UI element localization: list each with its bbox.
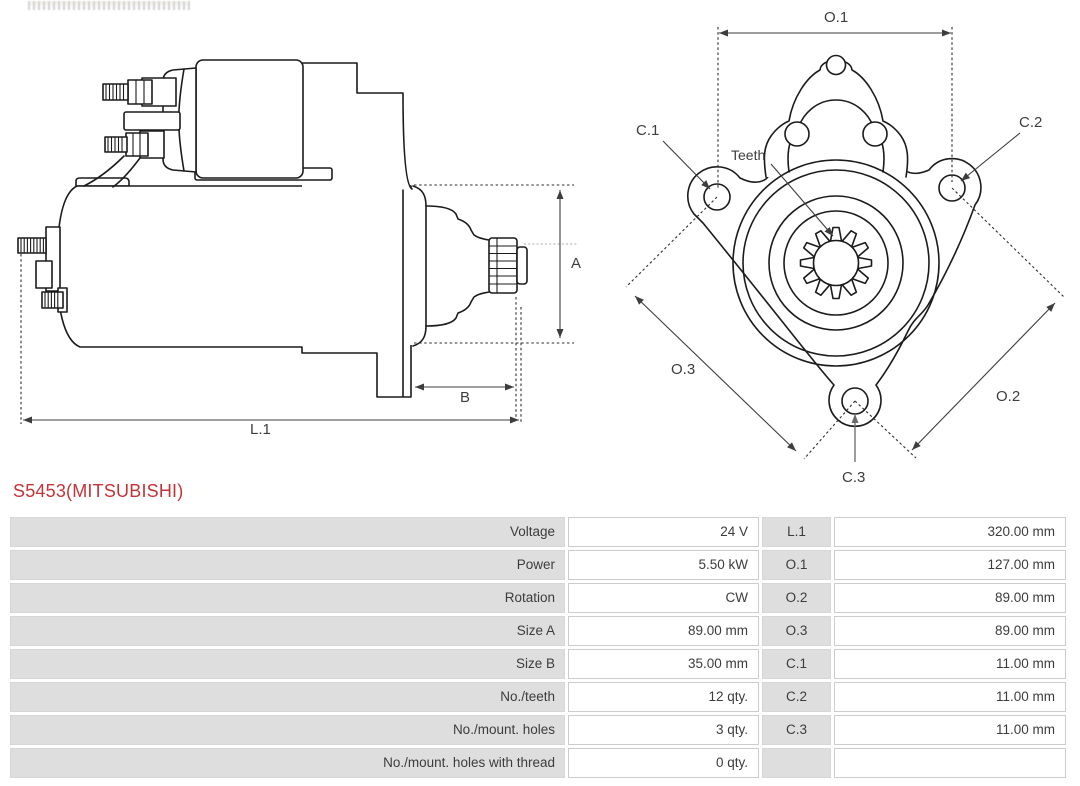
- label-c2: C.2: [1019, 114, 1043, 131]
- spec-value2: [834, 748, 1066, 778]
- dim-label-o1: O.1: [824, 9, 849, 26]
- spec-value: 12 qty.: [568, 682, 759, 712]
- solenoid-tab: [124, 112, 180, 130]
- spec-label2: O.2: [762, 583, 831, 613]
- product-code-title: S5453(MITSUBISHI): [13, 481, 184, 501]
- dim-label-l1: L.1: [250, 421, 271, 438]
- dim-label-a: A: [571, 255, 582, 272]
- spec-value: 5.50 kW: [568, 550, 759, 580]
- spec-value2: 11.00 mm: [834, 682, 1066, 712]
- spec-label: No./mount. holes with thread: [10, 748, 565, 778]
- spec-label2: C.1: [762, 649, 831, 679]
- arch-right-hole: [863, 122, 887, 146]
- spec-label2: O.1: [762, 550, 831, 580]
- arch-top-hole: [827, 56, 846, 75]
- spec-value2: 320.00 mm: [834, 517, 1066, 547]
- starter-mounting-flange-front-view: [626, 9, 1064, 486]
- label-teeth: Teeth: [731, 147, 766, 163]
- shaft-bore: [814, 241, 859, 286]
- spec-value2: 127.00 mm: [834, 550, 1066, 580]
- spec-value: 3 qty.: [568, 715, 759, 745]
- spec-label: No./teeth: [10, 682, 565, 712]
- bell-housing-rim: [413, 186, 426, 346]
- label-c3: C.3: [842, 469, 866, 486]
- spec-label: Size B: [10, 649, 565, 679]
- terminal-stud: [103, 84, 128, 100]
- starter-motor-side-view: [18, 60, 581, 438]
- spec-value2: 89.00 mm: [834, 583, 1066, 613]
- solenoid: [196, 60, 303, 178]
- dim-label-o2: O.2: [996, 388, 1021, 405]
- rear-block: [36, 261, 52, 288]
- spec-label2: [762, 748, 831, 778]
- dim-label-b: B: [460, 389, 471, 406]
- nose-cone-top: [426, 206, 489, 240]
- arch-left-hole: [785, 122, 809, 146]
- spec-value: 35.00 mm: [568, 649, 759, 679]
- dim-label-o3: O.3: [671, 361, 696, 378]
- spec-value: 89.00 mm: [568, 616, 759, 646]
- spec-label2: C.3: [762, 715, 831, 745]
- spec-label: Size A: [10, 616, 565, 646]
- spec-label2: C.2: [762, 682, 831, 712]
- spec-label2: O.3: [762, 616, 831, 646]
- spec-label: Rotation: [10, 583, 565, 613]
- spec-table: [10, 517, 1066, 778]
- spec-value: CW: [568, 583, 759, 613]
- spec-value2: 11.00 mm: [834, 715, 1066, 745]
- terminal-nut-lower: [126, 133, 148, 156]
- spec-label2: L.1: [762, 517, 831, 547]
- spec-value: 0 qty.: [568, 748, 759, 778]
- spec-label: Power: [10, 550, 565, 580]
- terminal-nut: [128, 80, 152, 104]
- spec-label: Voltage: [10, 517, 565, 547]
- label-c1: C.1: [636, 122, 660, 139]
- spec-value2: 11.00 mm: [834, 649, 1066, 679]
- spec-value2: 89.00 mm: [834, 616, 1066, 646]
- shaft-end-cap: [517, 247, 527, 284]
- nose-cone-bottom: [426, 292, 489, 326]
- spec-label: No./mount. holes: [10, 715, 565, 745]
- rear-stud: [18, 238, 46, 253]
- spec-value: 24 V: [568, 517, 759, 547]
